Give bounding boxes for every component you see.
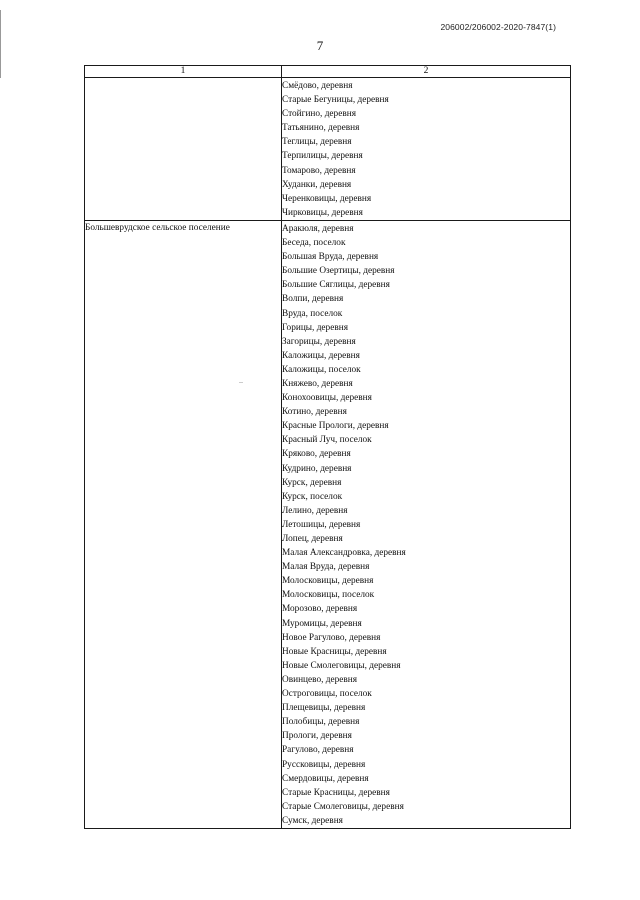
settlement-item: Плещевицы, деревня [282,703,366,714]
settlement-item: Старые Бегуницы, деревня [282,95,389,106]
settlement-item: Новые Смолеговицы, деревня [282,660,401,671]
settlement-item: Смёдово, деревня [282,81,353,91]
settlement-item: Летошицы, деревня [282,519,361,530]
settlement-item: Сумск, деревня [282,815,343,826]
settlement-item: Муромицы, деревня [282,618,362,629]
settlement-item: Стойгино, деревня [282,109,356,120]
settlement-item: Красный Луч, поселок [282,435,372,446]
settlement-item: Томарово, деревня [282,165,356,176]
column-header-2: 2 [282,66,571,78]
settlement-item: Конохоовицы, деревня [282,393,372,404]
settlement-item: Беседа, поселок [282,238,346,249]
settlement-item: Татьянино, деревня [282,123,360,134]
settlement-item: Молосковицы, деревня [282,576,374,587]
settlement-item: Малая Вруда, деревня [282,562,370,573]
settlement-item: Чирковицы, деревня [282,207,363,218]
settlement-item: Смердовицы, деревня [282,773,369,784]
settlement-item: Лелино, деревня [282,505,348,516]
settlement-item: Полобицы, деревня [282,717,360,728]
settlement-item: Новые Красницы, деревня [282,646,387,657]
settlement-item: Терпилицы, деревня [282,151,363,162]
settlement-item: Худанки, деревня [282,179,352,190]
settlement-item: Большие Озертицы, деревня [282,266,395,277]
table-header-row [85,66,571,78]
settlement-item: Вруда, поселок [282,308,343,319]
settlement-item: Молосковицы, поселок [282,590,375,601]
settlement-item: Овинцево, деревня [282,674,358,685]
settlement-item: Большие Сяглицы, деревня [282,280,390,291]
settlement-item: Рагулово, деревня [282,745,354,756]
settlements-table [84,65,571,829]
settlement-item: Лопец, деревня [282,534,343,544]
page-number: 7 [316,38,324,53]
settlement-item: Загорицы, деревня [282,336,356,347]
settlement-item: Руссковицы, деревня [282,759,366,770]
settlement-item: Курск, деревня [282,477,342,488]
settlement-item: Теглицы, деревня [282,137,352,148]
settlement-item: Прологи, деревня [282,731,352,742]
settlement-item: Черенковицы, деревня [282,193,372,204]
settlement-item: Остроговицы, поселок [282,689,372,700]
settlement-item: Княжево, деревня [282,378,353,389]
settlement-item: Красные Прологи, деревня [282,421,389,432]
settlement-item: Старые Смолеговицы, деревня [282,801,404,812]
settlement-item: Каложицы, поселок [282,364,361,375]
settlement-item: Волпи, деревня [282,294,344,305]
column-header-1: 1 [85,66,282,78]
settlement-item: Большая Вруда, деревня [282,252,379,263]
document-id: 206002/206002-2020-7847(1) [440,22,556,32]
settlement-list [282,78,570,220]
settlement-item: Курск, поселок [282,491,343,502]
settlement-item: Морозово, деревня [282,604,358,615]
table-row [85,220,571,828]
district-cell [85,78,282,221]
settlement-item: Новое Рагулово, деревня [282,632,381,643]
settlement-item: Котино, деревня [282,407,347,418]
settlement-item: Малая Александровка, деревня [282,548,406,559]
settlement-item: Старые Красницы, деревня [282,787,390,798]
settlement-item: Кудрино, деревня [282,463,352,474]
district-cell: Большеврудское сельское поселение [85,220,282,828]
table-row [85,78,571,221]
settlement-item: Кряково, деревня [282,449,351,460]
settlements-cell [282,78,571,221]
settlement-item: Горицы, деревня [282,322,348,333]
settlements-cell [282,220,571,828]
settlement-item: Аракюля, деревня [282,223,354,234]
settlement-list [282,221,570,828]
settlement-item: Каложицы, деревня [282,350,360,361]
